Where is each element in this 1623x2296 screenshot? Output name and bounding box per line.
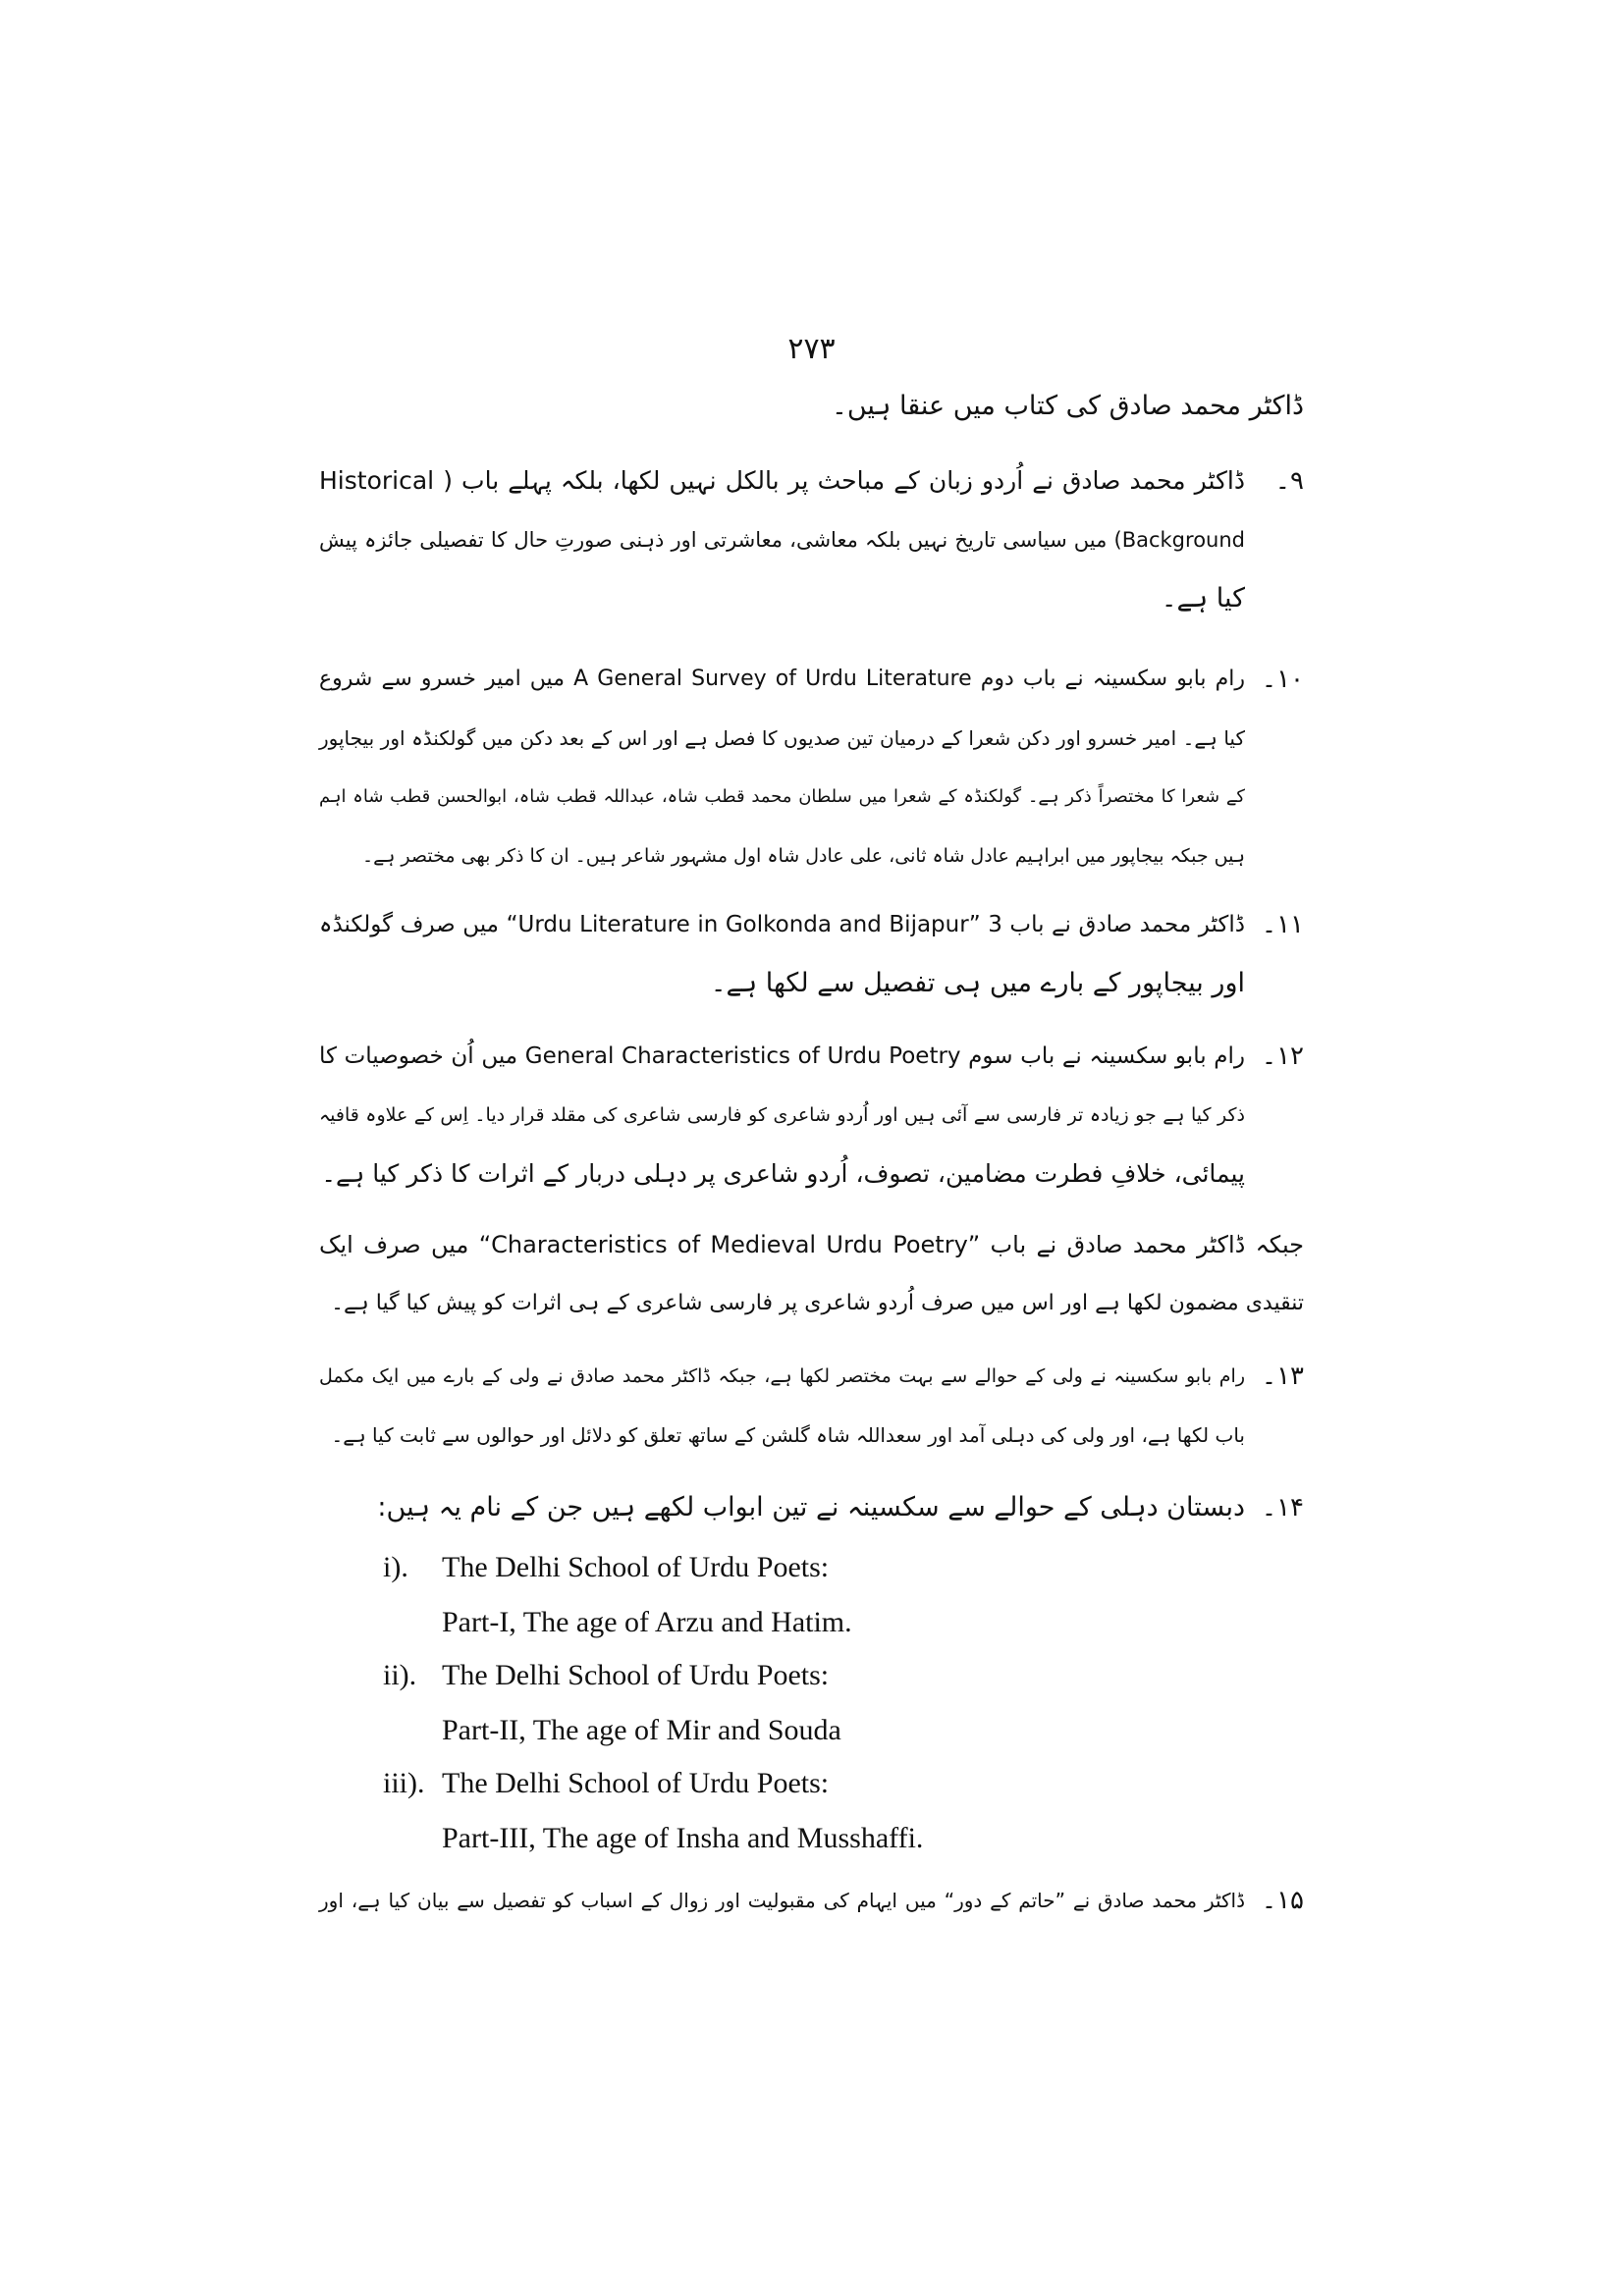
paragraph-line: رام بابو سکسینہ نے باب سوم General Characteristics of Urdu Poetry میں اُن خصوصیات کا bbox=[319, 1043, 1245, 1069]
paragraph-line: کیا ہے۔ امیر خسرو اور دکن شعرا کے درمیان تین صدیوں کا فصل ہے اور اس کے بعد دکن میں گولکنڈہ اور بیجاپور bbox=[319, 726, 1245, 750]
paragraph-line: رام بابو سکسینہ نے باب دوم A General Survey of Urdu Literature میں امیر خسرو سے شروع bbox=[319, 667, 1245, 691]
paragraph-12-continued bbox=[319, 1215, 1304, 1333]
paragraph-line: کے شعرا کا مختصراً ذکر ہے۔ گولکنڈہ کے شعرا میں سلطان محمد قطب شاہ، عبداللہ قطب شاہ، ابوالحسن قطب شاہ اہم bbox=[319, 786, 1245, 807]
list-item-numeral: iii). bbox=[383, 1767, 425, 1799]
paragraph-line: دبستان دہلی کے حوالے سے سکسینہ نے تین ابواب لکھے ہیں جن کے نام یہ ہیں: bbox=[377, 1492, 1245, 1522]
paragraph-line: Background) میں سیاسی تاریخ نہیں بلکہ معاشی، معاشرتی اور ذہنی صورتِ حال کا تفصیلی جائزہ پیش bbox=[319, 528, 1245, 552]
paragraph-number: ۱۴۔ bbox=[1261, 1493, 1304, 1522]
list-item-numeral: ii). bbox=[383, 1659, 417, 1691]
paragraph-15 bbox=[319, 1871, 1304, 1930]
paragraph-line: پیمائی، خلافِ فطرت مضامین، تصوف، اُردو شاعری پر دہلی دربار کے اثرات کا ذکر کیا ہے۔ bbox=[321, 1159, 1245, 1188]
list-item-subtitle: Part-II, The age of Mir and Souda bbox=[442, 1714, 841, 1746]
paragraph-line: رام بابو سکسینہ نے ولی کے حوالے سے بہت مختصر لکھا ہے، جبکہ ڈاکٹر محمد صادق نے ولی کے بارے میں ایک مکمل bbox=[319, 1365, 1245, 1387]
paragraph-14 bbox=[319, 1478, 1304, 1537]
paragraph-line: ہیں جبکہ بیجاپور میں ابراہیم عادل شاہ ثانی، علی عادل شاہ اول مشہور شاعر ہیں۔ ان کا ذکر بھی مختصر ہے۔ bbox=[361, 845, 1245, 867]
list-item-title: The Delhi School of Urdu Poets: bbox=[442, 1659, 830, 1691]
page-number: ۲۷۳ bbox=[787, 332, 836, 366]
paragraph-line: باب لکھا ہے، اور ولی کی دہلی آمد اور سعداللہ شاہ گلشن کے ساتھ تعلق کو دلائل اور حوالوں سے ثابت کیا ہے۔ bbox=[331, 1423, 1245, 1447]
paragraph-13 bbox=[319, 1347, 1304, 1465]
paragraph-number: ۱۰۔ bbox=[1261, 665, 1304, 694]
list-item-subtitle: Part-III, The age of Insha and Musshaffi. bbox=[442, 1822, 924, 1854]
paragraph-11 bbox=[319, 895, 1304, 1013]
paragraph-intro bbox=[319, 377, 1304, 436]
paragraph-number: ۱۱۔ bbox=[1261, 910, 1304, 939]
paragraph-line: ڈاکٹر محمد صادق کی کتاب میں عنقا ہیں۔ bbox=[832, 391, 1304, 421]
paragraph-12 bbox=[319, 1027, 1304, 1203]
paragraph-line: اور بیجاپور کے بارے میں ہی تفصیل سے لکھا ہے۔ bbox=[710, 968, 1245, 998]
paragraph-line: کیا ہے۔ bbox=[1161, 583, 1245, 614]
paragraph-line: ذکر کیا ہے جو زیادہ تر فارسی سے آئی ہیں اور اُردو شاعری کو فارسی شاعری کی مقلد قرار دیا۔ اِس کے علاوہ قافیہ bbox=[319, 1104, 1245, 1126]
paragraph-number: ۱۲۔ bbox=[1261, 1041, 1304, 1071]
list-item-title: The Delhi School of Urdu Poets: bbox=[442, 1551, 830, 1583]
list-item-title: The Delhi School of Urdu Poets: bbox=[442, 1767, 830, 1799]
list-item-numeral: i). bbox=[383, 1551, 408, 1583]
paragraph-number: ۹۔ bbox=[1274, 466, 1304, 496]
paragraph-line: ڈاکٹر محمد صادق نے ”حاتم کے دور“ میں ایہام کی مقبولیت اور زوال کے اسباب کو تفصیل سے بیان کیا ہے، اور bbox=[319, 1889, 1245, 1912]
paragraph-9 bbox=[319, 452, 1304, 628]
paragraph-number: ۱۵۔ bbox=[1261, 1886, 1304, 1915]
paragraph-number: ۱۳۔ bbox=[1261, 1362, 1304, 1391]
paragraph-10 bbox=[319, 650, 1304, 885]
paragraph-line: تنقیدی مضمون لکھا ہے اور اس میں صرف اُردو شاعری پر فارسی شاعری کے ہی اثرات کو پیش کیا گیا ہے۔ bbox=[331, 1291, 1304, 1315]
paragraph-line: جبکہ ڈاکٹر محمد صادق نے باب ”Characteristics of Medieval Urdu Poetry“ میں صرف ایک bbox=[319, 1231, 1305, 1258]
list-item-subtitle: Part-I, The age of Arzu and Hatim. bbox=[442, 1606, 852, 1638]
paragraph-line: ڈاکٹر محمد صادق نے اُردو زبان کے مباحث پر بالکل نہیں لکھا، بلکہ پہلے باب ( Historical bbox=[319, 466, 1245, 495]
paragraph-line: ڈاکٹر محمد صادق نے باب 3 ”Urdu Literature in Golkonda and Bijapur“ میں صرف گولکنڈہ bbox=[319, 912, 1246, 937]
